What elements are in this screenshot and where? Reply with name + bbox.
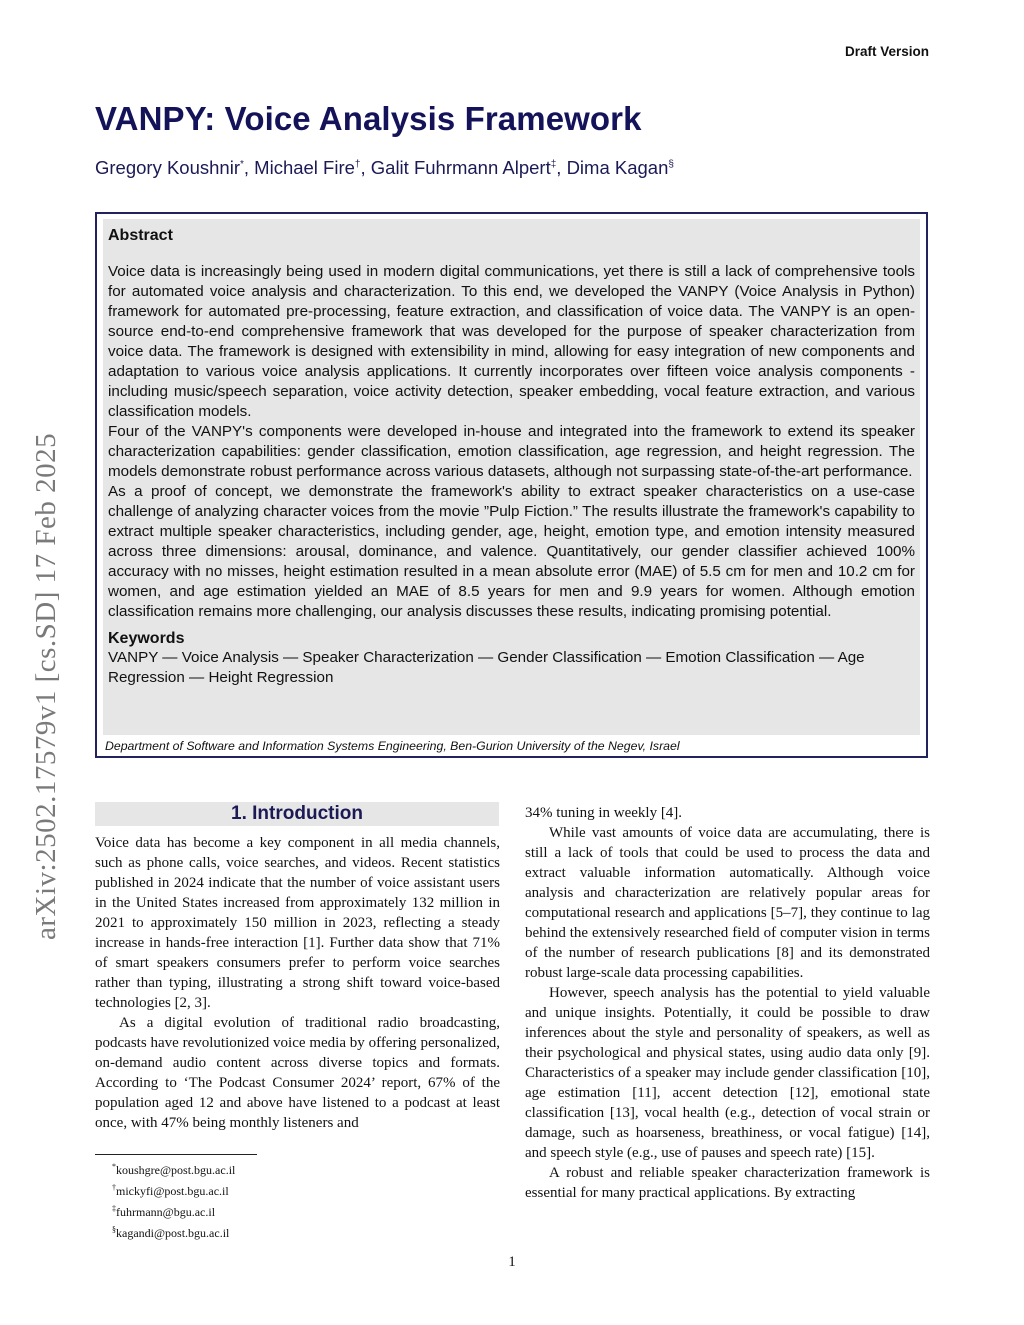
left-column bbox=[95, 833, 500, 1133]
footnote-mark: * bbox=[112, 1162, 116, 1171]
abstract-heading: Abstract bbox=[108, 227, 173, 244]
footnote-mark: † bbox=[112, 1183, 116, 1192]
footnote-item bbox=[112, 1179, 235, 1200]
footnote-mark: ‡ bbox=[112, 1204, 116, 1213]
author-mark: § bbox=[668, 158, 674, 170]
author-mark: ‡ bbox=[550, 158, 557, 170]
author-mark: † bbox=[354, 158, 361, 170]
footnote-item bbox=[112, 1200, 235, 1221]
affiliation: Department of Software and Information Systems Engineering, Ben-Gurion University of the Negev, Israel bbox=[105, 739, 680, 753]
author-name: Dima Kagan bbox=[566, 157, 669, 178]
footnote-email: koushgre@post.bgu.ac.il bbox=[116, 1163, 236, 1177]
author-name: Michael Fire bbox=[254, 157, 355, 178]
abstract-box bbox=[95, 212, 928, 758]
footnote-item bbox=[112, 1221, 235, 1242]
body-paragraph: Voice data has become a key component in all media channels, such as phone calls, voice searches, and videos. Recent statistics published in 2024 indicate that the number of voice assistant users in the United States increased from approximately 132 million in 2021 to approximately 150 million in 2023, reflecting a steady increase in hands-free interaction [1]. Further data show that 71% of smart speakers consumers prefer to perform voice searches rather than typing, illustrating a strong shift toward voice-based technologies [2, 3]. bbox=[95, 835, 500, 1011]
body-paragraph: However, speech analysis has the potential to yield valuable and unique insights. Potentially, it could be possible to draw inferences about the style and personality of speakers, as well as their psychological and physical states, using audio data only [9]. Characteristics of a speaker may include gender classification [10], age estimation [11], accent detection [12], emotional state classification [13], vocal health (e.g., detection of vocal strain or damage, such as hoarseness, breathiness, or vocal fatigue) [14], and speech style (e.g., use of pauses and speech rate) [15]. bbox=[525, 985, 930, 1161]
footnote-mark: § bbox=[112, 1225, 116, 1234]
body-paragraph: While vast amounts of voice data are accumulating, there is still a lack of tools that could be used to process the data and extract valuable information automatically. Although voice analysis and characterization are relatively popular areas for computational research and applications [5–7], they continue to lag behind the extensively researched field of computer vision in terms of the number of research publications [8] and its demonstrated robust large-scale data processing capabilities. bbox=[525, 825, 930, 981]
footnotes bbox=[112, 1158, 235, 1242]
footnote-item bbox=[112, 1158, 235, 1179]
author-list: Gregory Koushnir*, Michael Fire†, Galit Fuhrmann Alpert‡, Dima Kagan§ bbox=[95, 157, 674, 178]
footnote-divider bbox=[95, 1154, 257, 1155]
footnote-email: kagandi@post.bgu.ac.il bbox=[116, 1226, 230, 1240]
keywords-heading: Keywords bbox=[108, 630, 185, 647]
paper-title: VANPY: Voice Analysis Framework bbox=[95, 100, 642, 137]
arxiv-identifier: arXiv:2502.17579v1 [cs.SD] 17 Feb 2025 bbox=[30, 432, 62, 940]
body-paragraph: 34% tuning in weekly [4]. bbox=[525, 805, 683, 821]
author-name: Galit Fuhrmann Alpert bbox=[370, 157, 551, 178]
author-mark: * bbox=[239, 158, 244, 170]
body-paragraph: As a digital evolution of traditional radio broadcasting, podcasts have revolutionized voice media by offering personalized, on-demand audio content across diverse topics and formats. According to ‘The Podcast Consumer 2024’ report, 67% of the population aged 12 and above have listened to a podcast at least once, with 47% being monthly listeners and bbox=[95, 1015, 500, 1131]
body-paragraph: A robust and reliable speaker characterization framework is essential for many practical applications. By extracting bbox=[525, 1165, 930, 1201]
abstract-paragraph: As a proof of concept, we demonstrate the framework's ability to extract speaker characteristics on a use-case challenge of analyzing character voices from the movie ”Pulp Fiction.” The results illustrate the framework's capability to extract multiple speaker characteristics, including gender, age, height, emotion type, and emotion intensity measured across three dimensions: arousal, dominance, and valence. Quantitatively, our gender classifier achieved 100% accuracy with no misses, height estimation resulted in a mean absolute error (MAE) of 5.5 cm for men and 10.2 cm for women, and age estimation yielded an MAE of 8.5 years for men and 9.9 years for women. Although emotion classification remains more challenging, our analysis discusses these results, indicating promising potential. bbox=[108, 483, 915, 620]
keywords-text: VANPY — Voice Analysis — Speaker Characterization — Gender Classification — Emotion Classification — Age Regression — Height Regression bbox=[108, 649, 865, 686]
abstract-paragraph: Voice data is increasingly being used in modern digital communications, yet there is still a lack of comprehensive tools for automated voice analysis and characterization. To this end, we developed the VANPY (Voice Analysis in Python) framework for automated pre-processing, feature extraction, and classification of voice data. The VANPY is an open-source end-to-end comprehensive framework that was developed for the purpose of speaker characterization from voice data. The framework is designed with extensibility in mind, allowing for easy integration of new components and adaptation to various voice analysis applications. It currently incorporates over fifteen voice analysis components - including music/speech separation, voice activity detection, speaker embedding, vocal feature extraction, and various classification models. bbox=[108, 263, 915, 420]
page-number: 1 bbox=[508, 1254, 516, 1270]
footnote-email: mickyfi@post.bgu.ac.il bbox=[116, 1184, 229, 1198]
right-column bbox=[525, 803, 930, 1203]
abstract-paragraph: Four of the VANPY's components were developed in-house and integrated into the framework to extend its speaker characterization capabilities: gender classification, emotion classification, age regression, and height regression. The models demonstrate robust performance across various datasets, although not surpassing state-of-the-art performance. bbox=[108, 423, 915, 480]
section-heading: 1. Introduction bbox=[95, 802, 499, 826]
author-name: Gregory Koushnir bbox=[95, 157, 240, 178]
footnote-email: fuhrmann@bgu.ac.il bbox=[116, 1205, 216, 1219]
abstract-panel bbox=[103, 219, 920, 735]
draft-version-label: Draft Version bbox=[844, 44, 929, 59]
